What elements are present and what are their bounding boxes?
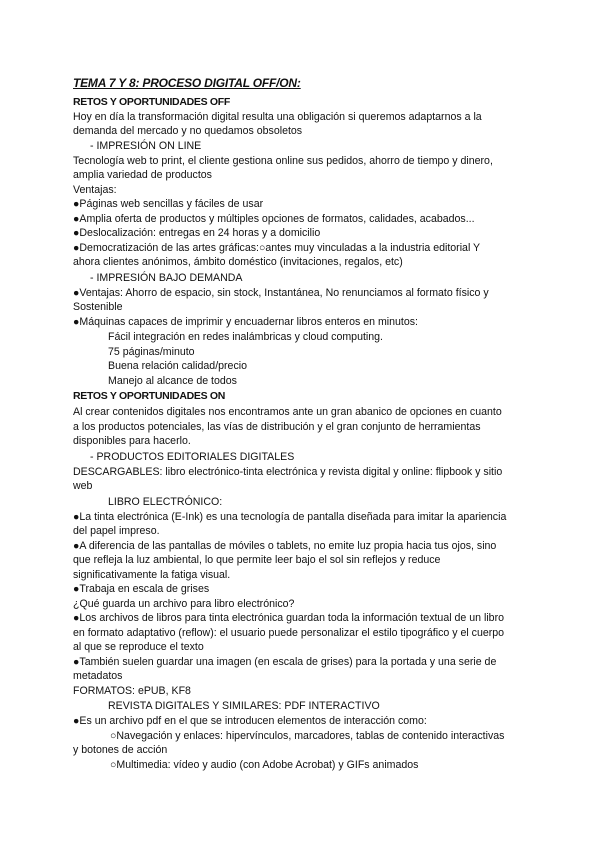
bullet-item: ●La tinta electrónica (E-Ink) es una tecnología de pantalla diseñada para imitar la apariencia — [73, 511, 507, 523]
sub-item: ○Multimedia: vídeo y audio (con Adobe Acrobat) y GIFs animados — [110, 759, 419, 771]
subheading-libro: LIBRO ELECTRÓNICO: — [108, 496, 223, 508]
sub-item: Buena relación calidad/precio — [108, 360, 247, 372]
paragraph-line: DESCARGABLES: libro electrónico-tinta electrónica y revista digital y online: flipbook y sitio — [73, 466, 503, 478]
document-title: TEMA 7 Y 8: PROCESO DIGITAL OFF/ON: — [73, 76, 301, 90]
paragraph-line: Sostenible — [73, 301, 123, 313]
section-heading-off: RETOS Y OPORTUNIDADES OFF — [73, 96, 231, 108]
bullet-item: ●Los archivos de libros para tinta electrónica guardan toda la información textual de un libro — [73, 612, 504, 624]
paragraph-line: y botones de acción — [73, 744, 168, 756]
paragraph-line: del papel impreso. — [73, 525, 160, 537]
bullet-item: ●Es un archivo pdf en el que se introducen elementos de interacción como: — [73, 715, 427, 727]
paragraph-line: significativamente la fatiga visual. — [73, 569, 231, 581]
bullet-item: ahora clientes anónimos, ámbito doméstico (invitaciones, regalos, etc) — [73, 256, 403, 268]
subheading-revista: REVISTA DIGITALES Y SIMILARES: PDF INTERACTIVO — [108, 700, 380, 712]
paragraph-line: metadatos — [73, 670, 123, 682]
bullet-item: ●A diferencia de las pantallas de móviles o tablets, no emite luz propia hacia tus ojos, sino — [73, 540, 497, 552]
bullet-item: ●Democratización de las artes gráficas:○antes muy vinculadas a la industria editorial Y — [73, 242, 481, 254]
paragraph-line: al que se reproduce el texto — [73, 641, 204, 653]
paragraph-line: Al crear contenidos digitales nos encontramos ante un gran abanico de opciones en cuanto — [73, 406, 502, 418]
paragraph-line: a los productos potenciales, las vías de distribución y el gran conjunto de herramientas — [73, 421, 481, 433]
sub-item: Fácil integración en redes inalámbricas y cloud computing. — [108, 331, 383, 343]
list-heading-productos: - PRODUCTOS EDITORIALES DIGITALES — [90, 451, 295, 463]
paragraph-line: disponibles para hacerlo. — [73, 435, 191, 447]
ventajas-label: Ventajas: — [73, 184, 117, 196]
list-heading-online: - IMPRESIÓN ON LINE — [90, 140, 202, 152]
list-heading-demanda: - IMPRESIÓN BAJO DEMANDA — [90, 272, 243, 284]
paragraph-line: Tecnología web to print, el cliente gestiona online sus pedidos, ahorro de tiempo y dinero, — [73, 155, 493, 167]
bullet-item: ●Máquinas capaces de imprimir y encuadernar libros enteros en minutos: — [73, 316, 418, 328]
paragraph-line: que refleja la luz ambiental, lo que permite leer bajo el sol sin reflejos y reduce — [73, 554, 441, 566]
bullet-item: ●Trabaja en escala de grises — [73, 583, 210, 595]
sub-item: ○Navegación y enlaces: hipervínculos, marcadores, tablas de contenido interactivas — [110, 730, 505, 742]
bullet-item: ●Amplia oferta de productos y múltiples opciones de formatos, calidades, acabados... — [73, 213, 475, 225]
paragraph-line: demanda del mercado y no quedamos obsoletos — [73, 125, 303, 137]
bullet-item: ●Ventajas: Ahorro de espacio, sin stock, Instantánea, No renunciamos al formato físico y — [73, 287, 489, 299]
paragraph-line: Hoy en día la transformación digital resulta una obligación si queremos adaptarnos a la — [73, 111, 482, 123]
bullet-item: ●También suelen guardar una imagen (en escala de grises) para la portada y una serie de — [73, 656, 497, 668]
paragraph-line: ¿Qué guarda un archivo para libro electrónico? — [73, 598, 295, 610]
bullet-item: ●Páginas web sencillas y fáciles de usar — [73, 198, 264, 210]
formats-line: FORMATOS: ePUB, KF8 — [73, 685, 191, 697]
paragraph-line: amplia variedad de productos — [73, 169, 212, 181]
paragraph-line: en formato adaptativo (reflow): el usuario puede personalizar el estilo tipográfico y el cuerpo — [73, 627, 505, 639]
sub-item: Manejo al alcance de todos — [108, 375, 237, 387]
sub-item: 75 páginas/minuto — [108, 346, 195, 358]
section-heading-on: RETOS Y OPORTUNIDADES ON — [73, 390, 226, 402]
paragraph-line: web — [73, 480, 93, 492]
bullet-item: ●Deslocalización: entregas en 24 horas y a domicilio — [73, 227, 321, 239]
